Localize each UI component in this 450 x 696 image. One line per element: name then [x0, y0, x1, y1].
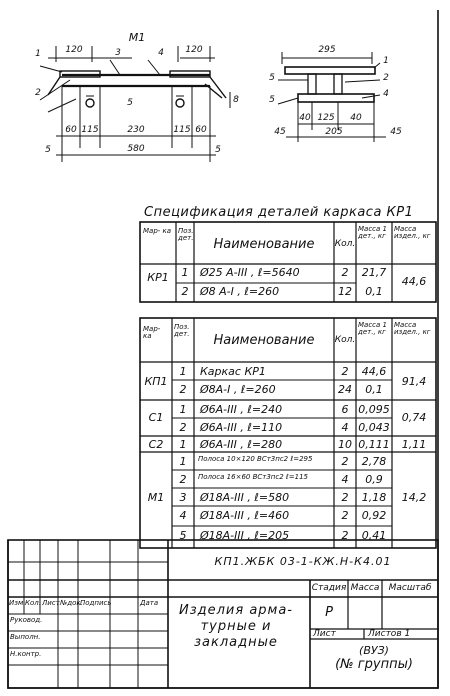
spec2-row3-mass: 0,043: [358, 421, 390, 434]
dim-8: 8: [233, 95, 239, 105]
spec2-row7-pos: 3: [179, 491, 187, 504]
spec2-row0-pos: 1: [179, 365, 187, 378]
spec2-row4-mass: 0,111: [358, 438, 390, 451]
tb-col-podpis: Подпись: [80, 599, 112, 607]
spec1-header-mass-item: Масса издел., кг: [394, 225, 431, 240]
dim-120-left: 120: [65, 45, 83, 55]
dim-115-left: 115: [81, 125, 99, 135]
spec2-row2-qty: 6: [341, 403, 349, 416]
spec2-row1-qty: 24: [338, 383, 352, 396]
spec2-row5-mark: М1: [147, 491, 165, 504]
spec1-row0-pos: 1: [181, 266, 189, 279]
tb-mass-label: Масса: [350, 583, 380, 593]
dim-45-left: 45: [274, 127, 286, 137]
spec2-row2-mark: С1: [148, 411, 164, 424]
spec2-row4-mark: С2: [148, 438, 164, 451]
tb-title-line2: турные и: [200, 619, 272, 634]
spec2-row9-name: Ø18А-III , ℓ=205: [200, 529, 290, 542]
spec2-row2-pos: 1: [179, 403, 187, 416]
section-callout-5-bottom: 5: [269, 95, 275, 105]
spec2-header-name: Наименование: [213, 333, 315, 348]
tb-col-list: Лист: [42, 599, 60, 607]
spec2-header-mass-item: Масса издел., кг: [394, 321, 431, 336]
dim-120-right: 120: [185, 45, 203, 55]
dim-45-right: 45: [390, 127, 402, 137]
spec1-row1-name: Ø8 А-I , ℓ=260: [200, 285, 280, 298]
spec2-row0-mark: КП1: [144, 375, 168, 388]
spec1-row0-mark: КР1: [147, 271, 169, 284]
spec1-row0-qty: 2: [341, 266, 349, 279]
spec1-header-pos: Поз. дет.: [178, 227, 194, 242]
section-callout-1: 1: [383, 56, 389, 66]
spec2-row4-qty: 10: [338, 438, 352, 451]
dim-40-right: 40: [350, 113, 362, 123]
spec2-row8-qty: 2: [341, 509, 349, 522]
spec2-row1-pos: 2: [179, 383, 187, 396]
callout-5-left: 5: [45, 145, 51, 155]
tb-sheets-label: Листов 1: [368, 629, 411, 639]
spec2-row4-pos: 1: [179, 438, 187, 451]
spec2-row4-name: Ø6А-III , ℓ=280: [200, 438, 283, 451]
spec2-row7-qty: 2: [341, 491, 349, 504]
spec1-header-mark: Мар- ка: [143, 227, 172, 235]
spec1-row1-pos: 2: [181, 285, 189, 298]
spec2-row6-name: Полоса 16×60 ВСт3пс2 ℓ=115: [198, 473, 309, 481]
spec2-row5-mass: 2,78: [361, 455, 387, 468]
tb-stage-label: Стадия: [311, 583, 347, 593]
spec2-row1-mass: 0,1: [365, 383, 383, 396]
spec2-row9-qty: 2: [341, 529, 349, 542]
spec1-row1-qty: 12: [338, 285, 352, 298]
spec2-row8-mass: 0,92: [361, 509, 387, 522]
tb-role-vypoln: Выполн.: [10, 633, 41, 641]
dim-40-left: 40: [299, 113, 311, 123]
callout-1: 1: [35, 49, 41, 59]
tb-col-izm: Изм.: [9, 599, 26, 607]
spec1-header-mass1: Масса 1 дет., кг: [358, 225, 387, 240]
dim-295: 295: [318, 45, 336, 55]
spec2-header-mark: Мар- ка: [143, 325, 161, 340]
spec2-row3-name: Ø6А-III , ℓ=110: [200, 421, 283, 434]
spec2-row7-name: Ø18А-III , ℓ=580: [200, 491, 290, 504]
spec2-header-pos: Поз. дет.: [174, 323, 190, 338]
spec2-row0-name: Каркас КР1: [200, 365, 266, 378]
spec1-row1-mass: 0,1: [365, 285, 383, 298]
section-callout-5-top: 5: [269, 73, 275, 83]
spec1-header-name: Наименование: [213, 237, 315, 252]
tb-title-line3: закладные: [194, 635, 278, 650]
spec2-row3-pos: 2: [179, 421, 187, 434]
spec2-row6-mass: 0,9: [365, 473, 383, 486]
spec2-row8-pos: 4: [179, 509, 187, 522]
callout-4: 4: [158, 48, 164, 58]
tb-scale-label: Масштаб: [388, 583, 432, 593]
spec2-row5-total: 14,2: [401, 491, 427, 504]
tb-stage-value: Р: [325, 605, 333, 620]
m1-title: М1: [128, 31, 146, 44]
spec1-row0-mass: 21,7: [361, 266, 387, 279]
dim-125: 125: [317, 113, 335, 123]
spec2-row0-qty: 2: [341, 365, 349, 378]
spec1-title: Спецификация деталей каркаса КР1: [144, 205, 414, 220]
spec2-row2-total: 0,74: [401, 411, 427, 424]
spec2-header-qty: Кол.: [334, 335, 356, 345]
spec2-row0-total: 91,4: [401, 375, 427, 388]
spec2-row5-name: Полоса 10×120 ВСт3пс2 ℓ=295: [198, 455, 313, 463]
tb-col-data: Дата: [140, 599, 159, 607]
spec1-row0-total: 44,6: [401, 275, 427, 288]
spec2-row9-mass: 0,41: [361, 529, 387, 542]
dim-230: 230: [127, 125, 145, 135]
document-code: КП1.ЖБК 03-1-КЖ.Н-К4.01: [214, 555, 392, 568]
spec1-header-qty: Кол.: [334, 239, 356, 249]
dim-205: 205: [325, 127, 343, 137]
tb-title-line1: Изделия арма-: [178, 603, 294, 618]
dim-60-left: 60: [65, 125, 77, 135]
spec2-row6-pos: 2: [179, 473, 187, 486]
dim-60-right: 60: [195, 125, 207, 135]
spec2-row4-total: 1,11: [401, 438, 427, 451]
dim-580: 580: [127, 144, 145, 154]
callout-5-right: 5: [215, 145, 221, 155]
section-callout-2: 2: [383, 73, 389, 83]
dim-115-right: 115: [173, 125, 191, 135]
tb-col-kol: Кол.: [25, 599, 41, 607]
spec1-row0-name: Ø25 А-III , ℓ=5640: [200, 266, 300, 279]
tb-sheet-label: Лист: [313, 629, 336, 639]
callout-3: 3: [115, 48, 121, 58]
section-callout-4: 4: [383, 89, 389, 99]
spec2-row7-mass: 1,18: [361, 491, 387, 504]
spec2-row0-mass: 44,6: [361, 365, 387, 378]
tb-col-ndok: №док.: [60, 599, 83, 607]
tb-org-line2: (№ группы): [335, 657, 413, 672]
spec2-row3-qty: 4: [341, 421, 349, 434]
spec2-row5-qty: 2: [341, 455, 349, 468]
callout-5-middle: 5: [127, 98, 133, 108]
spec2-row2-name: Ø6А-III , ℓ=240: [200, 403, 283, 416]
spec2-row2-mass: 0,095: [358, 403, 390, 416]
spec2-header-mass1: Масса 1 дет., кг: [358, 321, 387, 336]
spec2-row9-pos: 5: [179, 529, 187, 542]
callout-2: 2: [35, 88, 41, 98]
spec2-row5-pos: 1: [179, 455, 187, 468]
tb-role-rukovod: Руковод.: [10, 616, 43, 624]
spec2-row1-name: Ø8А-I , ℓ=260: [200, 383, 276, 396]
tb-role-nkontr: Н.контр.: [10, 650, 42, 658]
tb-org-line1: (ВУЗ): [359, 644, 389, 657]
spec2-row8-name: Ø18А-III , ℓ=460: [200, 509, 290, 522]
spec2-row6-qty: 4: [341, 473, 349, 486]
